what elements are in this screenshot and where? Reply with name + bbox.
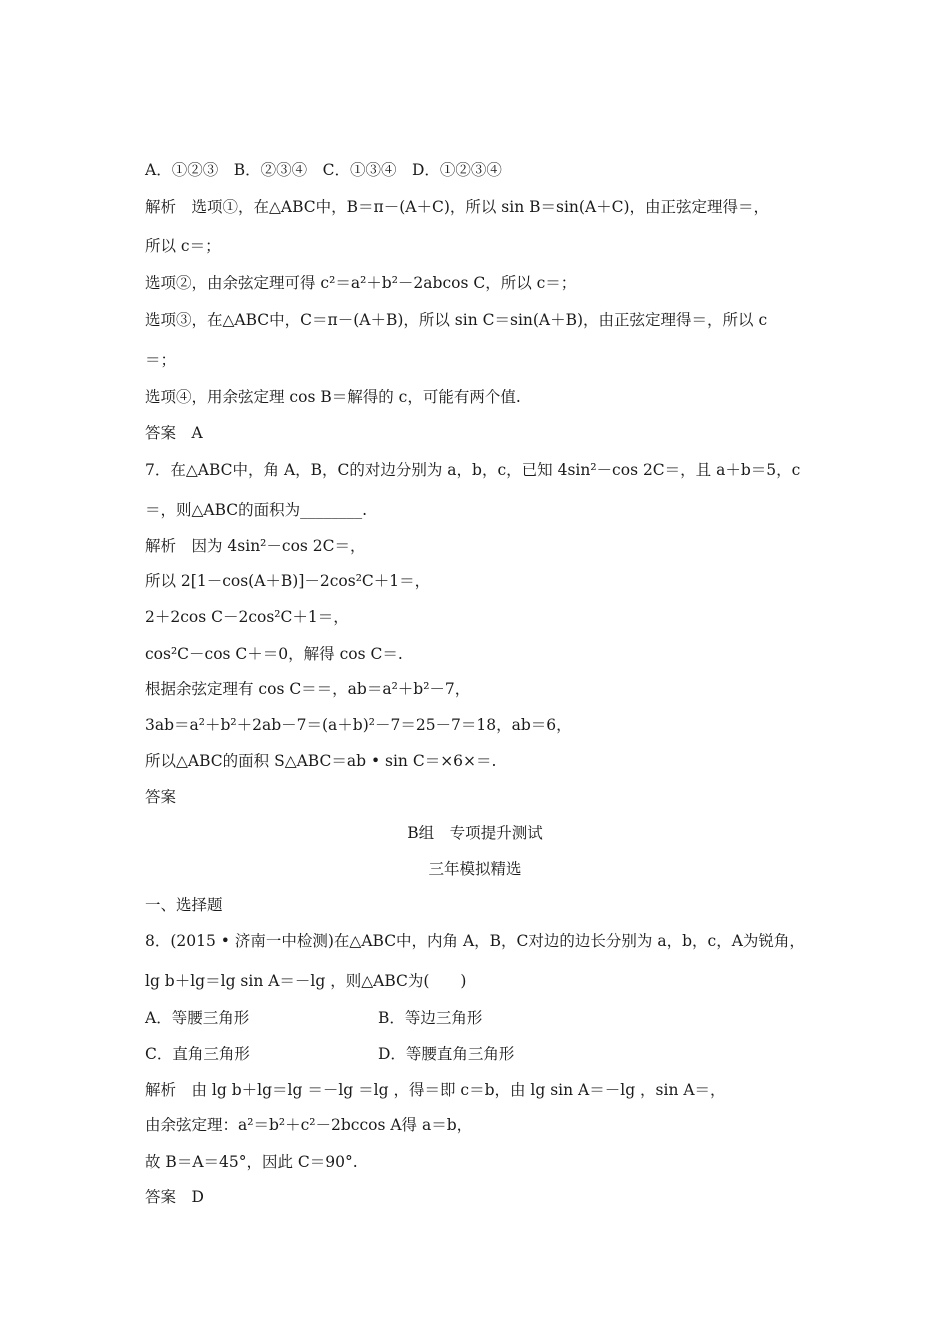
q6-analysis-line: 选项④，用余弦定理 cos B＝解得的 c，可能有两个值. [145,388,521,406]
q7-stem: 7．在△ABC中，角 A，B，C的对边分别为 a，b，c，已知 4sin²－cos 2C＝，且 a＋b＝5，c [145,461,801,479]
q8-answer: 答案 D [145,1188,204,1206]
q8-stem: lg b＋lg＝lg sin A＝－lg ，则△ABC为( ) [145,972,467,990]
q6-answer: 答案 A [145,424,203,442]
q7-answer: 答案 [145,788,177,806]
section-heading: 一、选择题 [145,896,223,914]
q7-analysis-line: 所以 2[1－cos(A＋B)]－2cos²C＋1＝， [145,572,431,590]
q8-analysis-line: 故 B＝A＝45°，因此 C＝90°. [145,1153,358,1171]
q7-analysis-line: 根据余弦定理有 cos C＝＝，ab＝a²＋b²－7， [145,680,471,698]
group-title: B组 专项提升测试 [407,824,543,842]
q6-analysis-line: 选项②，由余弦定理可得 c²＝a²＋b²－2abcos C，所以 c＝； [145,274,577,292]
q7-analysis-line: 所以△ABC的面积 S△ABC＝ab • sin C＝×6×＝. [145,752,497,770]
q6-analysis-line: 所以 c＝； [145,237,221,255]
q8-option-a: A．等腰三角形 [145,1009,250,1027]
q8-option-d: D．等腰直角三角形 [378,1045,515,1063]
q6-analysis-line: ＝； [145,351,177,369]
q8-option-c: C．直角三角形 [145,1045,250,1063]
group-subtitle: 三年模拟精选 [428,860,522,878]
q7-analysis-line: 2＋2cos C－2cos²C＋1＝， [145,608,349,626]
q6-analysis-line: 选项③，在△ABC中，C＝π－(A＋B)，所以 sin C＝sin(A＋B)，由正弦定理得＝，所以 c [145,311,768,329]
q6-options: A．①②③ B．②③④ C．①③④ D．①②③④ [145,161,502,179]
q6-analysis-line: 解析 选项①，在△ABC中，B＝π－(A＋C)，所以 sin B＝sin(A＋C)，由正弦定理得＝， [145,198,770,216]
q8-analysis-line: 由余弦定理：a²＝b²＋c²－2bccos A得 a＝b， [145,1116,473,1134]
q7-analysis-line: cos²C－cos C＋＝0，解得 cos C＝. [145,645,403,663]
q8-option-b: B．等边三角形 [378,1009,483,1027]
q8-analysis-line: 解析 由 lg b＋lg＝lg ＝－lg ＝lg ，得＝即 c＝b，由 lg sin A＝－lg ，sin A＝， [145,1081,726,1099]
q7-analysis-line: 解析 因为 4sin²－cos 2C＝， [145,537,366,555]
q7-stem: ＝，则△ABC的面积为________. [145,501,368,519]
q7-analysis-line: 3ab＝a²＋b²＋2ab－7＝(a＋b)²－7＝25－7＝18，ab＝6， [145,716,572,734]
q8-stem: 8．(2015 • 济南一中检测)在△ABC中，内角 A，B，C对边的边长分别为 a，b，c，A为锐角， [145,932,805,950]
